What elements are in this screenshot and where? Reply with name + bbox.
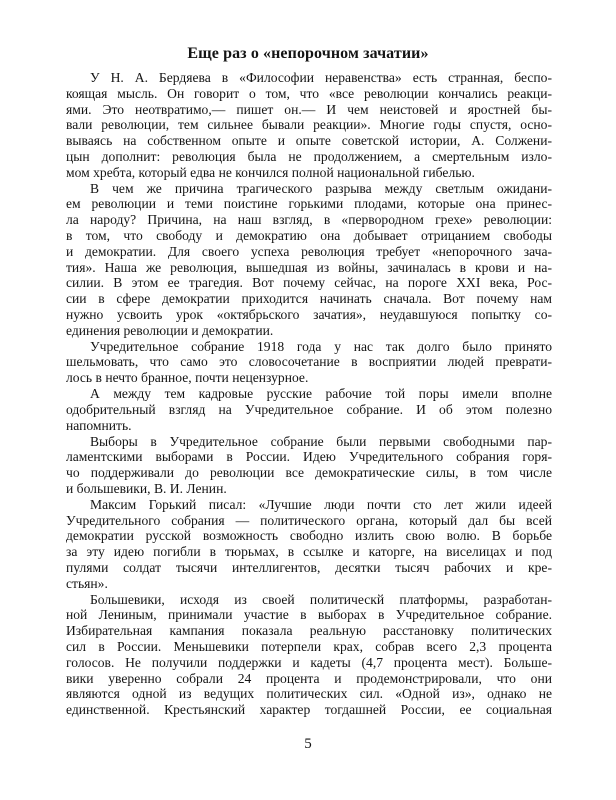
text-line: в том, что свободу и демократию она добывает отрицанием свободы bbox=[66, 228, 552, 244]
text-line: вали революции, тем сильнее бывали реакции». Многие годы спустя, осно- bbox=[66, 117, 552, 133]
text-line: тия». Наша же революция, вышедшая из войны, зачиналась в крови и на- bbox=[66, 259, 552, 275]
text-line: сии в сфере демократии приходится начинать сначала. Вот почему нам bbox=[66, 291, 552, 307]
text-line: шельмовать, что само это словосочетание в восприятии людей преврати- bbox=[66, 354, 552, 370]
text-line: ла народу? Причина, на наш взгляд, в «первородном грехе» революции: bbox=[66, 212, 552, 228]
text-line: являются одной из ведущих политических сил. «Одной из», однако не bbox=[66, 686, 552, 702]
text-line: Максим Горький писал: «Лучшие люди почти сто лет жили идеей bbox=[90, 496, 552, 512]
text-line: коящая мысль. Он говорит о том, что «все революции кончались реакци- bbox=[66, 85, 552, 101]
text-line: одобрительный взгляд на Учредительное собрание. И об этом полезно bbox=[66, 401, 552, 417]
text-line: Выборы в Учредительное собрание были первыми свободными пар- bbox=[90, 433, 552, 449]
text-line: демократии русской возможность свободно излить свою волю. В борьбе bbox=[66, 528, 552, 544]
text-line: мом хребта, который едва не кончился полной национальной гибелью. bbox=[66, 164, 475, 180]
text-line: вываясь на собственном опыте и опыте советской истории, А. Солжени- bbox=[66, 133, 552, 149]
text-line: ями. Это неотвратимо,— пишет он.— И чем неистовей и яростней бы- bbox=[66, 101, 552, 117]
text-line: нужно усвоить урок «октябрьского зачатия», неудавшуюся попытку со- bbox=[66, 307, 552, 323]
text-line: единения революции и демократии. bbox=[66, 322, 274, 338]
text-line: ламентскими выборами в России. Идею Учредительного собрания горя- bbox=[66, 449, 552, 465]
text-line: вики уверенно собрали 24 процента и продемонстрировали, что они bbox=[66, 670, 552, 686]
text-line: Большевики, исходя из своей политическй платформы, разработан- bbox=[90, 591, 552, 607]
text-line: сил в России. Меньшевики потерпели крах, собрав всего 2,3 процента bbox=[66, 638, 552, 654]
text-line: Избирательная кампания показала реальную расстановку политических bbox=[66, 623, 552, 639]
text-line: Учредительное собрание 1918 года у нас так долго было принято bbox=[90, 338, 552, 354]
text-line: У Н. А. Бердяева в «Философии неравенства» есть странная, беспо- bbox=[90, 70, 552, 85]
text-line: и демократии. Для своего успеха революция требует «непорочного зача- bbox=[66, 243, 552, 259]
text-line: В чем же причина трагического разрыва между светлым ожидани- bbox=[90, 180, 552, 196]
text-line: чо поддерживали до революции все демократические силы, в том числе bbox=[66, 465, 552, 481]
text-line: голосов. Не получили поддержки и кадеты (4,7 процента мест). Больше- bbox=[66, 654, 552, 670]
text-line: А между тем кадровые русские рабочие той поры имели вполне bbox=[90, 386, 552, 402]
text-line: Учредительного собрания — политического органа, который дал бы всей bbox=[66, 512, 552, 528]
text-line: пулями солдат тысячи интеллигентов, десятки тысяч рабочих и кре- bbox=[66, 559, 552, 575]
text-line: стьян». bbox=[66, 575, 108, 591]
text-line: и большевики, В. И. Ленин. bbox=[66, 480, 227, 496]
chapter-title: Еще раз о «непорочном зачатии» bbox=[187, 45, 429, 62]
text-line: ной Лениным, принимали участие в выборах в Учредительное собрание. bbox=[66, 607, 552, 623]
text-line: лось в нечто бранное, почти нецензурное. bbox=[66, 370, 309, 386]
text-line: цын дополнит: революция была не продолжением, а смертельным изло- bbox=[66, 149, 552, 165]
text-line: ем революции и теми поистине горькими плодами, которые она принес- bbox=[66, 196, 552, 212]
text-line: напомнить. bbox=[66, 417, 132, 433]
text-line: за эту идею погибли в тюрьмах, в ссылке и каторге, на виселицах и под bbox=[66, 544, 552, 560]
text-line: единственной. Крестьянский характер тогдашней России, ее социальная bbox=[66, 702, 552, 718]
page-number: 5 bbox=[304, 736, 312, 752]
text-line: силии. В этом ее трагедия. Вот почему сейчас, на пороге XXI века, Рос- bbox=[66, 275, 552, 291]
